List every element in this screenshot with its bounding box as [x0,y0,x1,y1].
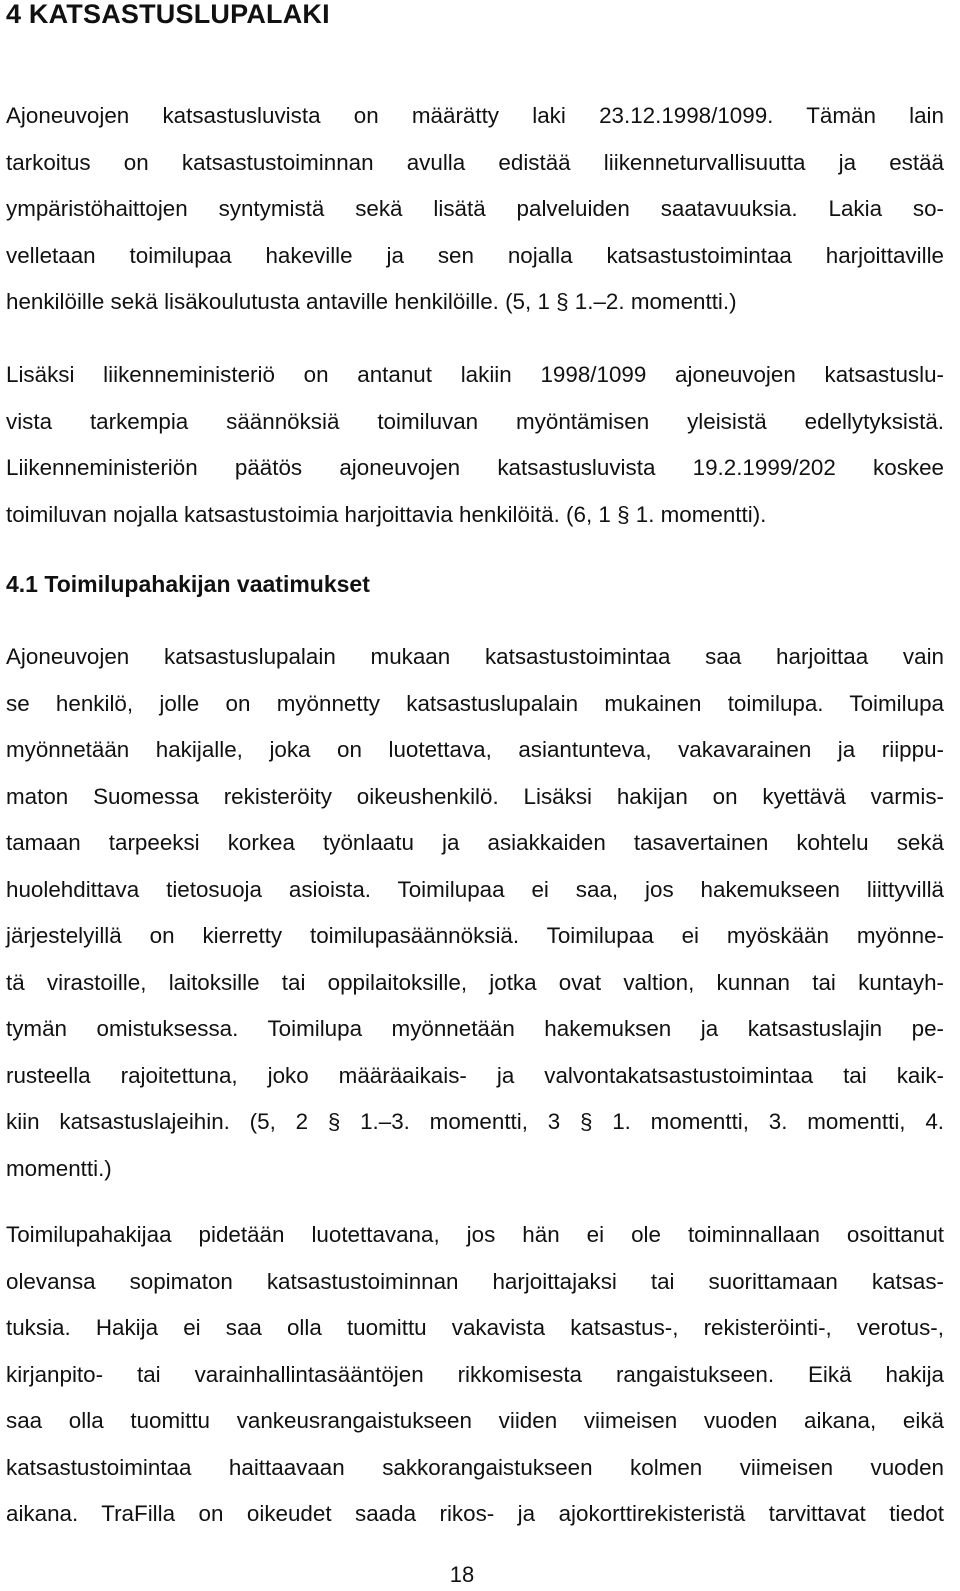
chapter-heading: 4 KATSASTUSLUPALAKI [6,0,330,29]
paragraph-intro [6,93,944,326]
section-heading: 4.1 Toimilupahakijan vaatimukset [6,571,370,597]
text-line: saa olla tuomittu vankeusrangaistukseen viiden viimeisen vuoden aikana, eikä [6,1408,944,1433]
text-line: Ajoneuvojen katsastuslupalain mukaan katsastustoimintaa saa harjoittaa vain [6,644,944,669]
text-line: toimiluvan nojalla katsastustoimia harjoittavia henkilöitä. (6, 1 § 1. momentti). [6,501,767,527]
text-line: Ajoneuvojen katsastusluvista on määrätty laki 23.12.1998/1099. Tämän lain [6,103,944,128]
text-line: tuksia. Hakija ei saa olla tuomittu vakavista katsastus-, rekisteröinti-, verotus-, [6,1315,944,1340]
text-line: katsastustoimintaa haittaavaan sakkorangaistukseen kolmen viimeisen vuoden [6,1454,944,1480]
text-line: huolehdittava tietosuoja asioista. Toimilupaa ei saa, jos hakemukseen liittyvillä [6,876,944,902]
text-line: Liikenneministeriön päätös ajoneuvojen katsastusluvista 19.2.1999/202 koskee [6,455,944,480]
text-line: kirjanpito- tai varainhallintasääntöjen rikkomisesta rangaistukseen. Eikä hakija [6,1361,944,1387]
text-line: myönnetään hakijalle, joka on luotettava, asiantunteva, vakavarainen ja riippu- [6,737,944,762]
text-line: Lisäksi liikenneministeriö on antanut lakiin 1998/1099 ajoneuvojen katsastuslu- [6,362,944,387]
text-line: järjestelyillä on kierretty toimilupasäännöksiä. Toimilupaa ei myöskään myönne- [6,923,944,948]
text-line: velletaan toimilupaa hakeville ja sen nojalla katsastustoimintaa harjoittaville [6,242,944,268]
text-line: henkilöille sekä lisäkoulutusta antaville henkilöille. (5, 1 § 1.–2. momentti.) [6,289,737,314]
text-line: Toimilupahakijaa pidetään luotettavana, jos hän ei ole toiminnallaan osoittanut [6,1222,944,1247]
text-line: tamaan tarpeeksi korkea työnlaatu ja asiakkaiden tasavertainen kohtelu sekä [6,830,944,855]
text-line: ympäristöhaittojen syntymistä sekä lisätä palveluiden saatavuuksia. Lakia so- [6,196,944,221]
paragraph-ministry [6,352,944,538]
text-line: se henkilö, jolle on myönnetty katsastuslupalain mukainen toimilupa. Toimilupa [6,690,944,716]
text-line: vista tarkempia säännöksiä toimiluvan myöntämisen yleisistä edellytyksistä. [6,408,944,434]
text-line: aikana. TraFilla on oikeudet saada rikos- ja ajokorttirekisteristä tarvittavat tiedot [6,1501,944,1526]
text-line: maton Suomessa rekisteröity oikeushenkilö. Lisäksi hakijan on kyettävä varmis- [6,783,944,809]
text-line: kiin katsastuslajeihin. (5, 2 § 1.–3. momentti, 3 § 1. momentti, 3. momentti, 4. [6,1109,944,1134]
paragraph-requirements [6,634,944,1192]
text-line: olevansa sopimaton katsastustoiminnan harjoittajaksi tai suorittamaan katsas- [6,1268,944,1294]
text-line: momentti.) [6,1155,112,1181]
text-line: tarkoitus on katsastustoiminnan avulla edistää liikenneturvallisuutta ja estää [6,149,944,175]
text-line: tä virastoille, laitoksille tai oppilaitoksille, jotka ovat valtion, kunnan tai kuntayh- [6,969,944,995]
text-line: rusteella rajoitettuna, joko määräaikais- ja valvontakatsastustoimintaa tai kaik- [6,1062,944,1088]
paragraph-reliability [6,1212,944,1538]
page-number: 18 [449,1562,475,1587]
text-line: tymän omistuksessa. Toimilupa myönnetään hakemuksen ja katsastuslajin pe- [6,1016,944,1041]
